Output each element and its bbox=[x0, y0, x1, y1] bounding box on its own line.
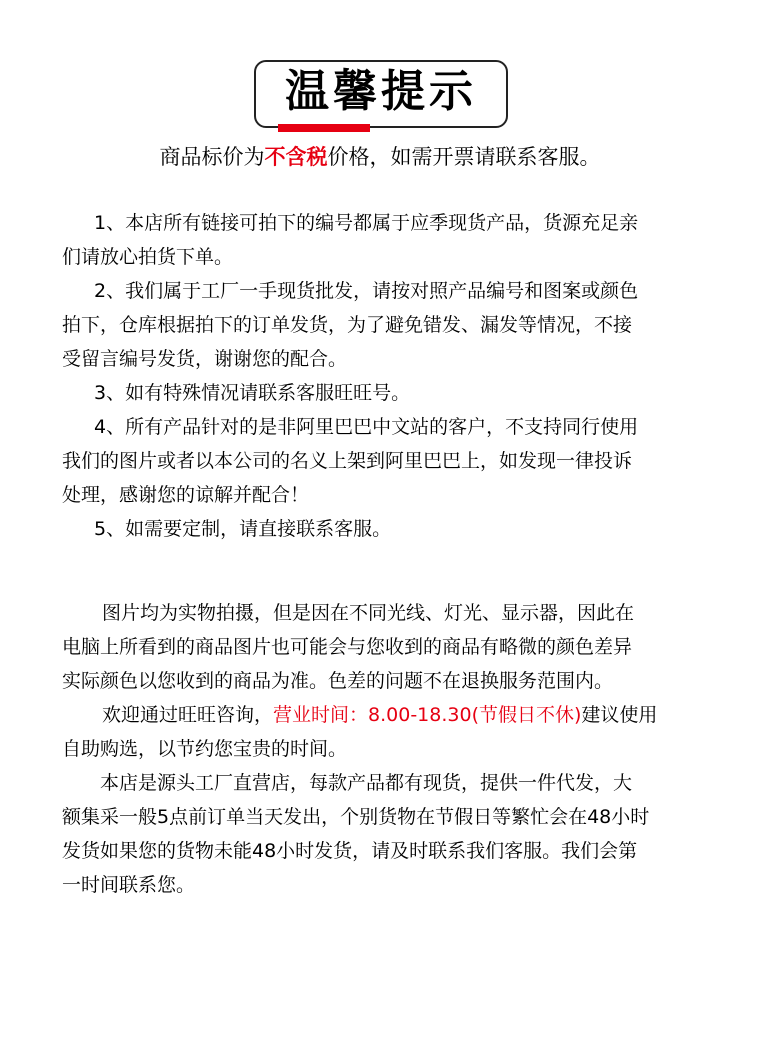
photo-note-line-2: 电脑上所看到的商品图片也可能会与您收到的商品有略微的颜色差异 bbox=[62, 636, 633, 658]
title-box bbox=[254, 60, 508, 128]
notice-item-2-line-3: 受留言编号发货，谢谢您的配合。 bbox=[62, 348, 348, 370]
shipping-line-4: 一时间联系您。 bbox=[62, 874, 196, 896]
consult-suffix: 建议使用 bbox=[581, 704, 658, 726]
tax-notice-suffix: 价格，如需开票请联系客服。 bbox=[327, 145, 601, 169]
notice-item-2-line-2: 拍下，仓库根据拍下的订单发货，为了避免错发、漏发等情况，不接 bbox=[62, 314, 633, 336]
notice-item-2-line-1: 2、我们属于工厂一手现货批发，请按对照产品编号和图案或颜色 bbox=[94, 280, 639, 302]
notice-item-5: 5、如需要定制，请直接联系客服。 bbox=[94, 518, 392, 540]
shipping-line-3: 发货如果您的货物未能48小时发货，请及时联系我们客服。我们会第 bbox=[62, 840, 638, 862]
section-spacer bbox=[62, 546, 698, 596]
tax-notice-highlight: 不含税 bbox=[264, 145, 328, 169]
notice-item-4-line-3: 处理，感谢您的谅解并配合！ bbox=[62, 484, 310, 506]
notice-item-4-line-2: 我们的图片或者以本公司的名义上架到阿里巴巴上，如发现一律投诉 bbox=[62, 450, 633, 472]
notice-content bbox=[62, 206, 698, 902]
notice-item-4-line-1: 4、所有产品针对的是非阿里巴巴中文站的客户，不支持同行使用 bbox=[94, 416, 639, 438]
business-hours: 营业时间：8.00-18.30(节假日不休) bbox=[273, 704, 582, 726]
consult-line-2: 自助购选，以节约您宝贵的时间。 bbox=[62, 738, 348, 760]
photo-note-line-1: 图片均为实物拍摄，但是因在不同光线、灯光、显示器，因此在 bbox=[102, 602, 635, 624]
consult-prefix: 欢迎通过旺旺咨询， bbox=[102, 704, 274, 726]
shipping-line-2: 额集采一般5点前订单当天发出，个别货物在节假日等繁忙会在48小时 bbox=[62, 806, 650, 828]
notice-item-3: 3、如有特殊情况请联系客服旺旺号。 bbox=[94, 382, 411, 404]
title-red-underline bbox=[278, 124, 370, 132]
notice-item-1-line-2: 们请放心拍货下单。 bbox=[62, 246, 234, 268]
page-title: 温馨提示 bbox=[285, 66, 477, 117]
notice-item-1-line-1: 1、本店所有链接可拍下的编号都属于应季现货产品，货源充足亲 bbox=[94, 212, 639, 234]
tax-notice-prefix: 商品标价为 bbox=[159, 145, 265, 169]
shipping-line-1: 本店是源头工厂直营店，每款产品都有现货，提供一件代发，大 bbox=[100, 772, 633, 794]
tax-notice bbox=[0, 145, 760, 169]
photo-note-line-3: 实际颜色以您收到的商品为准。色差的问题不在退换服务范围内。 bbox=[62, 670, 614, 692]
consult-line-1 bbox=[62, 698, 698, 732]
